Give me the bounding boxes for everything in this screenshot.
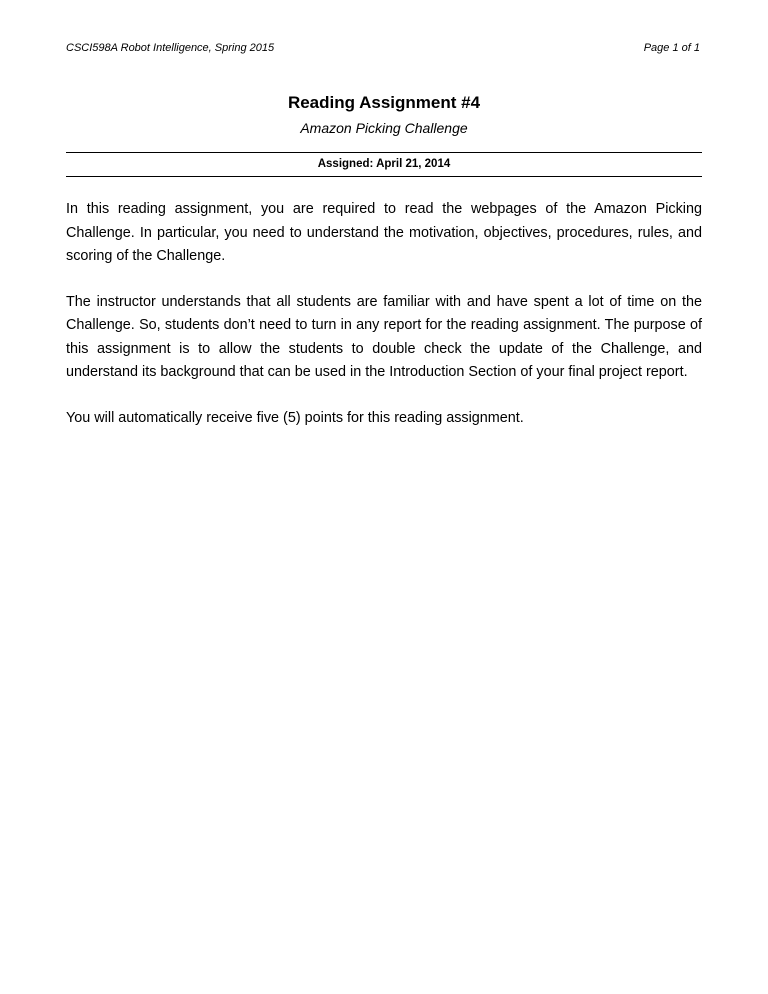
top-divider (66, 152, 702, 153)
body-text (66, 198, 702, 452)
paragraph-purpose: The instructor understands that all students are familiar with and have spent a lot of time on the Challenge. So, students don’t need to turn in any report for the reading assignment. The purpose of this assignment is to allow the students to double check the update of the Challenge, and understand its background that can be used in the Introduction Section of your final project report. (66, 293, 702, 380)
assigned-date: Assigned: April 21, 2014 (317, 158, 451, 170)
page-number: Page 1 of 1 (643, 42, 700, 54)
document-title: Reading Assignment #4 (287, 93, 481, 112)
bottom-divider (66, 176, 702, 177)
paragraph-points: You will automatically receive five (5) points for this reading assignment. (66, 409, 524, 426)
course-header: CSCI598A Robot Intelligence, Spring 2015 (66, 42, 275, 54)
paragraph-intro: In this reading assignment, you are required to read the webpages of the Amazon Picking Challenge. In particular, you need to understand the motivation, objectives, procedures, rules, and scoring of the Challenge. (66, 201, 702, 264)
running-header (66, 41, 700, 55)
document-subtitle: Amazon Picking Challenge (300, 120, 468, 136)
